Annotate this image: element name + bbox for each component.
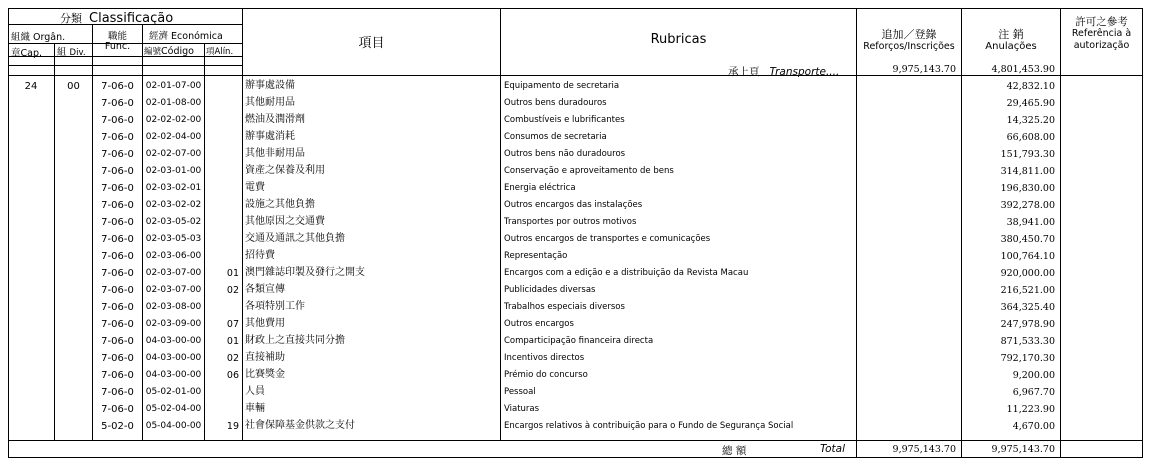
economic-code: 04-03-00-00: [145, 370, 202, 380]
item-zh: 澳門雜誌印製及發行之開支: [245, 267, 365, 278]
item-header: 項目: [358, 36, 385, 51]
item-zh: 各類宣傳: [245, 284, 285, 295]
item-zh: 社會保障基金供款之支付: [245, 420, 355, 431]
classificacao-zh: 分類: [60, 12, 82, 25]
reforcos-header-zh: 追加／登錄: [881, 28, 937, 41]
item-zh: 其他耐用品: [245, 97, 295, 108]
transport-reforcos: 9,975,143.70: [892, 64, 956, 75]
alinea-code: 02: [226, 353, 239, 364]
func-code: 7-06-0: [101, 404, 134, 415]
total-label: [722, 443, 746, 458]
anulacao-value: 871,533.30: [1000, 336, 1055, 347]
item-zh: 其他費用: [245, 318, 285, 329]
func-code: 7-06-0: [101, 81, 134, 92]
alinea-code: 01: [226, 268, 239, 279]
item-zh: 設施之其他負擔: [245, 199, 315, 210]
economic-code: 02-02-02-00: [145, 115, 202, 125]
rubrica-pt: Consumos de secretaria: [504, 132, 607, 142]
rubrica-pt: Outros encargos das instalações: [504, 200, 643, 210]
rubrica-pt: Publicidades diversas: [504, 285, 596, 295]
func-code: 7-06-0: [101, 98, 134, 109]
anulacao-value: 364,325.40: [1000, 302, 1055, 313]
func-header-pt: Func.: [104, 41, 131, 52]
div-header: [57, 44, 86, 58]
economic-code: 02-03-02-02: [145, 200, 202, 210]
anulacao-value: 9,200.00: [1012, 370, 1055, 381]
rubrica-pt: Outros bens duradouros: [504, 98, 607, 108]
item-zh: 資產之保養及利用: [245, 165, 325, 176]
organ-pt: Orgân.: [33, 32, 66, 43]
rubricas-header: Rubricas: [650, 32, 707, 47]
transport-label: [728, 64, 839, 79]
item-zh: 直接補助: [245, 352, 285, 363]
func-code: 7-06-0: [101, 200, 134, 211]
econ-header: [149, 28, 223, 42]
func-code: 7-06-0: [101, 149, 134, 160]
economic-code: 02-03-08-00: [145, 302, 202, 312]
func-header-zh: 職能: [107, 31, 127, 42]
func-code: 5-02-0: [101, 421, 134, 432]
transport-label-pt: Transporte....: [769, 66, 840, 78]
item-zh: 交通及通訊之其他負擔: [245, 233, 345, 244]
div-pt: Div.: [69, 48, 86, 58]
economic-code: 02-01-08-00: [145, 98, 202, 108]
referencia-header-pt1: Referência à: [1071, 28, 1132, 39]
economic-code: 05-02-01-00: [145, 387, 202, 397]
economic-code: 02-03-07-00: [145, 285, 202, 295]
anulacao-value: 216,521.00: [1000, 285, 1055, 296]
anulacoes-header-pt: Anulações: [985, 41, 1037, 52]
func-code: 7-06-0: [101, 370, 134, 381]
alinea-zh: 項: [206, 47, 215, 57]
func-code: 7-06-0: [101, 132, 134, 143]
anulacao-value: 100,764.10: [1000, 251, 1055, 262]
organ-zh: 組織: [11, 32, 31, 43]
transport-anulacoes: 4,801,453.90: [991, 64, 1055, 75]
item-zh: 辦事處設備: [245, 80, 295, 91]
anulacao-value: 4,670.00: [1012, 421, 1055, 432]
anulacao-value: 38,941.00: [1006, 217, 1055, 228]
func-code: 7-06-0: [101, 285, 134, 296]
econ-zh: 經濟: [149, 31, 169, 42]
func-code: 7-06-0: [101, 302, 134, 313]
economic-code: 02-03-09-00: [145, 319, 202, 329]
alinea-code: 19: [226, 421, 239, 432]
rubrica-pt: Incentivos directos: [504, 353, 585, 363]
referencia-header-zh: 許可之參考: [1075, 16, 1128, 28]
func-code: 7-06-0: [101, 115, 134, 126]
economic-code: 02-01-07-00: [145, 81, 202, 91]
rubrica-pt: Transportes por outros motivos: [504, 217, 637, 227]
anulacao-value: 247,978.90: [1000, 319, 1055, 330]
item-zh: 燃油及潤滑劑: [245, 114, 305, 125]
anulacao-value: 14,325.20: [1006, 115, 1055, 126]
alinea-header: [206, 45, 233, 57]
anulacao-value: 196,830.00: [1000, 183, 1055, 194]
alinea-pt: Alín.: [214, 47, 234, 57]
rubrica-pt: Trabalhos especiais diversos: [504, 302, 625, 312]
anulacao-value: 66,608.00: [1006, 132, 1055, 143]
item-zh: 其他非耐用品: [245, 148, 305, 159]
anulacao-value: 314,811.00: [1000, 166, 1055, 177]
codigo-zh: 編號: [144, 47, 162, 57]
total-label-pt: Total: [820, 443, 846, 455]
anulacao-value: 151,793.30: [1000, 149, 1055, 160]
anulacao-value: 6,967.70: [1012, 387, 1055, 398]
total-anulacoes: 9,975,143.70: [991, 444, 1055, 455]
total-label-zh: 總 額: [722, 445, 747, 457]
anulacao-value: 792,170.30: [1000, 353, 1055, 364]
rubrica-pt: Comparticipação financeira directa: [504, 336, 654, 346]
economic-code: 02-03-06-00: [145, 251, 202, 261]
anulacoes-header-zh: 注 銷: [998, 28, 1024, 41]
organ-header: [11, 29, 65, 43]
anulacao-value: 920,000.00: [1000, 268, 1055, 279]
item-zh: 其他原因之交通費: [245, 216, 325, 227]
codigo-pt: Código: [161, 46, 194, 57]
item-zh: 辦事處消耗: [245, 131, 295, 142]
economic-code: 04-03-00-00: [145, 353, 202, 363]
rubrica-pt: Viaturas: [504, 404, 540, 414]
cap-value: 24: [24, 81, 38, 92]
func-code: 7-06-0: [101, 166, 134, 177]
referencia-header-pt2: autorização: [1073, 40, 1130, 51]
anulacao-value: 380,450.70: [1000, 234, 1055, 245]
economic-code: 02-03-02-01: [145, 183, 202, 193]
rubrica-pt: Encargos relativos à contribuição para o Fundo de Segurança Social: [504, 421, 794, 431]
item-zh: 招待費: [245, 250, 275, 261]
func-code: 7-06-0: [101, 353, 134, 364]
rubrica-pt: Outros encargos: [504, 319, 574, 329]
func-code: 7-06-0: [101, 268, 134, 279]
economic-code: 02-03-05-03: [145, 234, 202, 244]
item-zh: 各項特別工作: [245, 301, 305, 312]
rubrica-pt: Outros encargos de transportes e comunicações: [504, 234, 711, 244]
rubrica-pt: Equipamento de secretaria: [504, 81, 620, 91]
codigo-header: [144, 45, 194, 57]
func-code: 7-06-0: [101, 251, 134, 262]
classificacao-pt: Classificação: [89, 11, 174, 26]
cap-pt: Cap.: [20, 48, 43, 59]
reforcos-header-pt: Reforços/Inscrições: [863, 41, 955, 52]
rubrica-pt: Combustíveis e lubrificantes: [504, 115, 625, 125]
item-zh: 財政上之直接共同分擔: [245, 335, 345, 346]
func-code: 7-06-0: [101, 217, 134, 228]
economic-code: 02-03-01-00: [145, 166, 202, 176]
div-zh: 組: [57, 47, 67, 58]
economic-code: 04-03-00-00: [145, 336, 202, 346]
economic-code: 05-02-04-00: [145, 404, 202, 414]
func-code: 7-06-0: [101, 183, 134, 194]
rubrica-pt: Conservação e aproveitamento de bens: [504, 166, 674, 176]
rubrica-pt: Encargos com a edição e a distribuição da Revista Macau: [504, 268, 749, 278]
transport-label-zh: 承上頁: [728, 66, 760, 78]
economic-code: 02-02-04-00: [145, 132, 202, 142]
rubrica-pt: Outros bens não duradouros: [504, 149, 626, 159]
func-code: 7-06-0: [101, 336, 134, 347]
economic-code: 02-03-07-00: [145, 268, 202, 278]
cap-header: [11, 45, 42, 59]
economic-code: 05-04-00-00: [145, 421, 202, 431]
economic-code: 02-02-07-00: [145, 149, 202, 159]
rubrica-pt: Energia eléctrica: [504, 183, 576, 193]
item-zh: 人員: [245, 386, 265, 397]
economic-code: 02-03-05-02: [145, 217, 202, 227]
alinea-code: 07: [226, 319, 239, 330]
alinea-code: 01: [226, 336, 239, 347]
div-value: 00: [67, 81, 80, 92]
rubrica-pt: Representação: [504, 251, 568, 261]
func-code: 7-06-0: [101, 319, 134, 330]
anulacao-value: 29,465.90: [1006, 98, 1055, 109]
anulacao-value: 42,832.10: [1006, 81, 1055, 92]
item-zh: 車輛: [245, 403, 265, 414]
budget-table: [8, 8, 1143, 458]
item-zh: 電費: [245, 182, 265, 193]
rubrica-pt: Pessoal: [504, 387, 536, 397]
item-zh: 比賽獎金: [245, 369, 285, 380]
alinea-code: 06: [226, 370, 239, 381]
classificacao-header: [60, 10, 173, 26]
func-code: 7-06-0: [101, 234, 134, 245]
func-code: 7-06-0: [101, 387, 134, 398]
rubrica-pt: Prémio do concurso: [504, 370, 588, 380]
cap-zh: 章: [11, 48, 21, 59]
anulacao-value: 11,223.90: [1006, 404, 1055, 415]
anulacao-value: 392,278.00: [1000, 200, 1055, 211]
total-reforcos: 9,975,143.70: [892, 444, 956, 455]
econ-pt: Económica: [171, 31, 223, 42]
alinea-code: 02: [226, 285, 239, 296]
